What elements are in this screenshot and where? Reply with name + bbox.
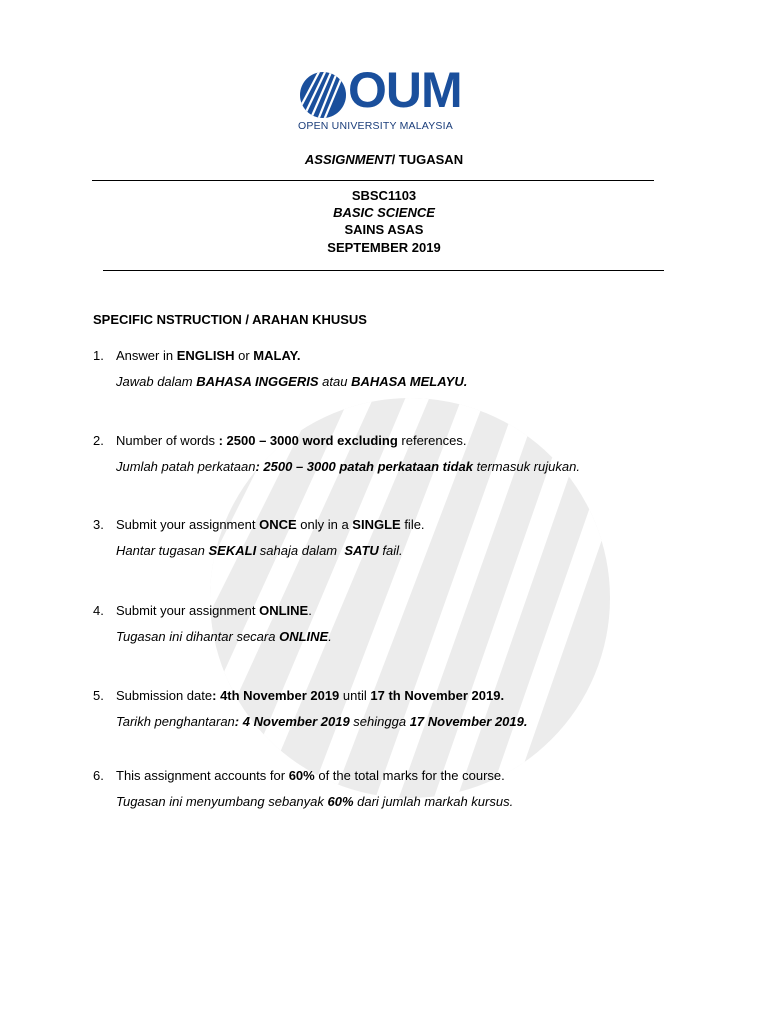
item-number: 6. <box>93 768 104 783</box>
semester: SEPTEMBER 2019 <box>327 240 441 255</box>
item-text-en: This assignment accounts for 60% of the total marks for the course. <box>116 768 505 783</box>
item-number: 1. <box>93 348 104 363</box>
oum-watermark-logo <box>200 388 620 808</box>
item-number: 3. <box>93 517 104 532</box>
item-text-en: Number of words : 2500 – 3000 word excluding references. <box>116 433 467 448</box>
item-text-en: Submission date: 4th November 2019 until 17 th November 2019. <box>116 688 505 703</box>
item-text-en: Answer in ENGLISH or MALAY. <box>116 348 301 363</box>
item-text-my: Jumlah patah perkataan: 2500 – 3000 patah perkataan tidak termasuk rujukan. <box>116 459 580 474</box>
course-code: SBSC1103 <box>351 188 417 203</box>
logo-subtitle: OPEN UNIVERSITY MALAYSIA <box>298 120 453 132</box>
item-number: 2. <box>93 433 104 448</box>
course-name-my: SAINS ASAS <box>344 222 424 237</box>
assignment-separator: / TUGASAN <box>391 152 464 167</box>
item-text-my: Tugasan ini menyumbang sebanyak 60% dari jumlah markah kursus. <box>116 794 514 809</box>
oum-emblem-icon <box>298 70 348 120</box>
course-name-en: BASIC SCIENCE <box>333 205 435 220</box>
item-number: 5. <box>93 688 104 703</box>
header-bottom-rule <box>103 270 664 271</box>
item-text-my: Hantar tugasan SEKALI sahaja dalam SATU fail. <box>116 543 403 558</box>
item-text-en: Submit your assignment ONCE only in a SINGLE file. <box>116 517 425 532</box>
item-text-my: Tugasan ini dihantar secara ONLINE. <box>116 629 332 644</box>
assignment-label: ASSIGNMENT <box>304 152 392 167</box>
instructions-heading: SPECIFIC NSTRUCTION / ARAHAN KHUSUS <box>93 312 367 327</box>
item-text-my: Jawab dalam BAHASA INGGERIS atau BAHASA MELAYU. <box>116 374 468 389</box>
oum-logo <box>296 62 472 136</box>
assignment-title <box>0 152 768 168</box>
item-number: 4. <box>93 603 104 618</box>
item-text-en: Submit your assignment ONLINE. <box>116 603 312 618</box>
item-text-my: Tarikh penghantaran: 4 November 2019 sehingga 17 November 2019. <box>116 714 528 729</box>
header-top-rule <box>92 180 654 181</box>
logo-wordmark: OUM <box>348 62 462 118</box>
